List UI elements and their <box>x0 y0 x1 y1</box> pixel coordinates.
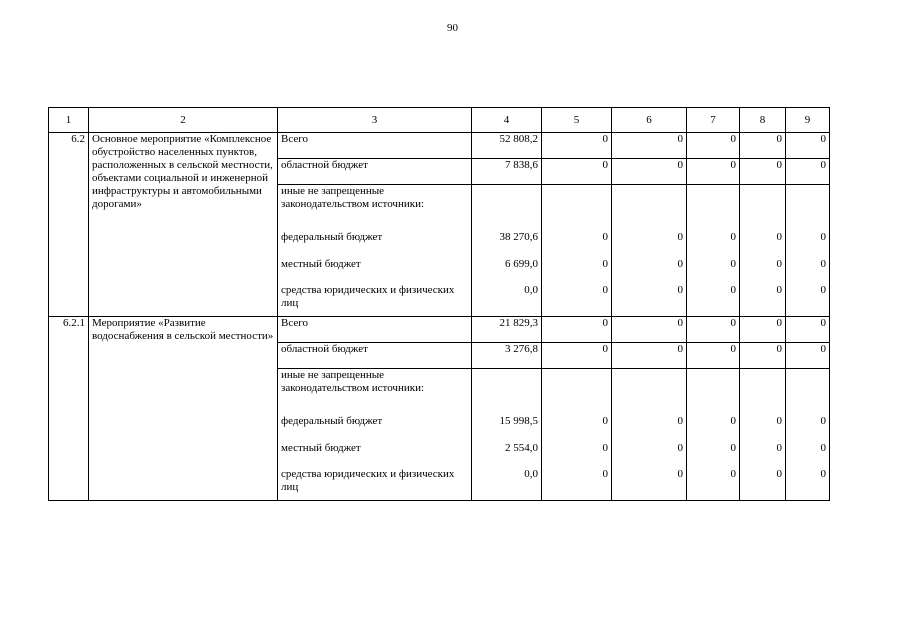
header-cell: 1 <box>49 108 89 133</box>
funding-source: федеральный бюджет <box>278 415 472 442</box>
value-cell: 0 <box>740 133 786 159</box>
value-cell: 2 554,0 <box>472 442 542 468</box>
value-cell: 3 276,8 <box>472 343 542 369</box>
funding-source: местный бюджет <box>278 258 472 284</box>
funding-source: областной бюджет <box>278 159 472 185</box>
header-cell: 8 <box>740 108 786 133</box>
value-cell <box>740 185 786 231</box>
value-cell: 0 <box>542 133 612 159</box>
value-cell: 0 <box>687 415 740 442</box>
header-cell: 2 <box>89 108 278 133</box>
value-cell <box>612 369 687 415</box>
value-cell: 0 <box>687 468 740 501</box>
value-cell <box>687 185 740 231</box>
value-cell: 0 <box>612 317 687 343</box>
value-cell: 0 <box>687 258 740 284</box>
page-number: 90 <box>447 22 458 34</box>
value-cell: 0 <box>740 442 786 468</box>
value-cell: 15 998,5 <box>472 415 542 442</box>
header-cell: 9 <box>786 108 830 133</box>
funding-source: иные не запрещенные законодательством источники: <box>278 369 472 415</box>
value-cell: 0 <box>542 343 612 369</box>
value-cell: 0 <box>786 258 830 284</box>
value-cell: 0 <box>687 284 740 317</box>
value-cell: 0 <box>740 159 786 185</box>
value-cell: 0 <box>786 284 830 317</box>
funding-source: иные не запрещенные законодательством источники: <box>278 185 472 231</box>
value-cell: 0 <box>740 343 786 369</box>
budget-table <box>48 107 830 501</box>
value-cell: 0 <box>612 442 687 468</box>
value-cell: 0 <box>542 317 612 343</box>
table-body <box>49 133 830 501</box>
value-cell: 0 <box>687 442 740 468</box>
funding-source: средства юридических и физических лиц <box>278 468 472 501</box>
value-cell: 0 <box>786 442 830 468</box>
header-cell: 5 <box>542 108 612 133</box>
funding-source: Всего <box>278 317 472 343</box>
funding-source: областной бюджет <box>278 343 472 369</box>
header-row <box>49 108 830 133</box>
value-cell <box>740 369 786 415</box>
row-code: 6.2 <box>49 133 89 317</box>
value-cell: 0 <box>542 284 612 317</box>
value-cell: 0,0 <box>472 468 542 501</box>
value-cell: 6 699,0 <box>472 258 542 284</box>
value-cell <box>612 185 687 231</box>
value-cell: 0 <box>612 343 687 369</box>
value-cell: 0 <box>612 231 687 258</box>
row-code: 6.2.1 <box>49 317 89 501</box>
value-cell <box>786 185 830 231</box>
value-cell: 0 <box>612 468 687 501</box>
header-cell: 7 <box>687 108 740 133</box>
value-cell: 0 <box>542 415 612 442</box>
value-cell: 0 <box>740 258 786 284</box>
value-cell: 0 <box>786 415 830 442</box>
value-cell <box>786 369 830 415</box>
value-cell: 0 <box>740 284 786 317</box>
value-cell: 0 <box>612 284 687 317</box>
funding-source: местный бюджет <box>278 442 472 468</box>
value-cell <box>542 369 612 415</box>
value-cell: 0 <box>612 133 687 159</box>
value-cell: 0 <box>687 231 740 258</box>
value-cell: 0 <box>740 468 786 501</box>
funding-source: Всего <box>278 133 472 159</box>
value-cell: 0 <box>542 231 612 258</box>
value-cell: 0,0 <box>472 284 542 317</box>
value-cell: 0 <box>542 468 612 501</box>
activity-name: Мероприятие «Развитие водоснабжения в сельской местности» <box>89 317 278 501</box>
header-cell: 3 <box>278 108 472 133</box>
value-cell: 0 <box>740 317 786 343</box>
value-cell: 0 <box>786 468 830 501</box>
value-cell: 7 838,6 <box>472 159 542 185</box>
funding-source: средства юридических и физических лиц <box>278 284 472 317</box>
header-cell: 4 <box>472 108 542 133</box>
value-cell: 0 <box>740 415 786 442</box>
value-cell: 0 <box>542 442 612 468</box>
value-cell: 0 <box>687 159 740 185</box>
value-cell: 0 <box>542 159 612 185</box>
value-cell: 21 829,3 <box>472 317 542 343</box>
value-cell: 0 <box>786 317 830 343</box>
table-row <box>49 133 830 159</box>
funding-source: федеральный бюджет <box>278 231 472 258</box>
value-cell: 0 <box>542 258 612 284</box>
value-cell <box>472 185 542 231</box>
table-row <box>49 317 830 343</box>
value-cell <box>472 369 542 415</box>
value-cell: 0 <box>687 133 740 159</box>
value-cell: 0 <box>786 231 830 258</box>
value-cell: 38 270,6 <box>472 231 542 258</box>
value-cell: 0 <box>687 343 740 369</box>
value-cell: 0 <box>612 258 687 284</box>
value-cell <box>687 369 740 415</box>
value-cell: 0 <box>687 317 740 343</box>
value-cell: 0 <box>786 159 830 185</box>
value-cell <box>542 185 612 231</box>
value-cell: 0 <box>612 415 687 442</box>
value-cell: 0 <box>740 231 786 258</box>
value-cell: 0 <box>786 343 830 369</box>
activity-name: Основное мероприятие «Комплексное обустройство населенных пунктов, расположенных в сельской местности, объектами социальной и инженерной инфраструктуры и автомобильными дорогами» <box>89 133 278 317</box>
value-cell: 0 <box>786 133 830 159</box>
value-cell: 52 808,2 <box>472 133 542 159</box>
header-cell: 6 <box>612 108 687 133</box>
value-cell: 0 <box>612 159 687 185</box>
